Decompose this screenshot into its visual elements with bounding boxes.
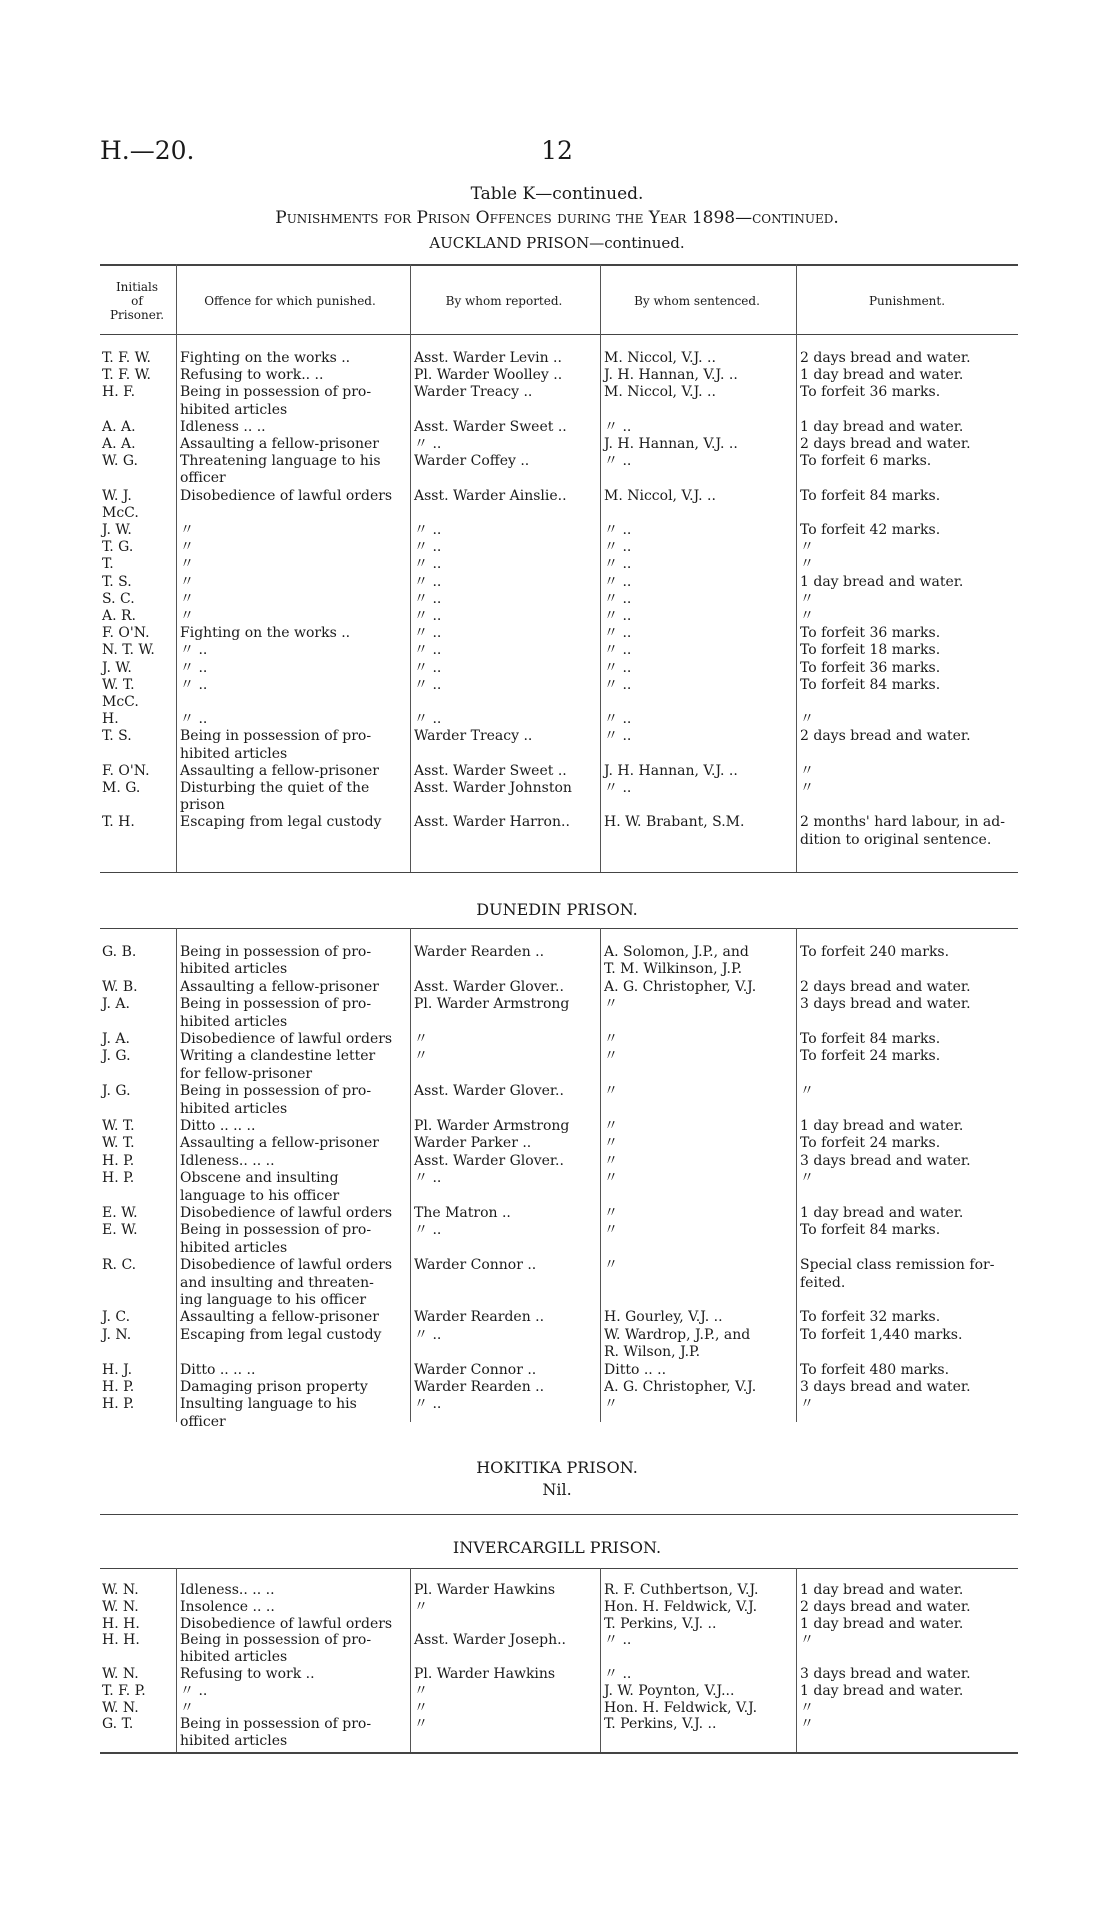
reported-cell: Asst. Warder Sweet ..	[414, 418, 567, 435]
sentenced-cell: 〃	[604, 1152, 618, 1169]
sentenced-cell: M. Niccol, V.J. ..	[604, 384, 716, 401]
header-bottom-rule	[100, 334, 1018, 335]
reported-cell: Warder Treacy ..	[414, 384, 533, 401]
sentenced-cell: J. H. Hannan, V.J. ..	[604, 367, 738, 384]
offence-cell: Being in possession of pro-	[180, 728, 372, 745]
punishment-cell: dition to original sentence.	[800, 831, 992, 848]
offence-cell: 〃 ..	[180, 676, 208, 693]
sentenced-cell: Ditto .. ..	[604, 1361, 667, 1378]
sentenced-cell: 〃 ..	[604, 1666, 632, 1682]
punishment-cell: To forfeit 240 marks.	[800, 944, 950, 960]
punishment-cell: To forfeit 36 marks.	[800, 625, 941, 642]
initials-cell: J. N.	[102, 1326, 132, 1343]
offence-cell: Fighting on the works ..	[180, 625, 351, 642]
initials-cell: T. G.	[102, 539, 134, 556]
offence-cell: Refusing to work.. ..	[180, 367, 324, 384]
initials-cell: W. J.	[102, 487, 132, 504]
initials-cell: W. G.	[102, 453, 138, 470]
col-divider	[176, 928, 177, 1422]
reported-cell: 〃	[414, 1598, 428, 1615]
offence-cell: 〃	[180, 1699, 194, 1716]
punishment-cell: 〃	[800, 539, 814, 556]
punishment-cell: 〃	[800, 590, 814, 607]
punishment-cell: 1 day bread and water.	[800, 367, 964, 384]
col-divider	[600, 928, 601, 1422]
initials-cell: T.	[102, 556, 114, 573]
reported-cell: Pl. Warder Woolley ..	[414, 367, 563, 384]
reported-cell: 〃 ..	[414, 625, 442, 642]
punishment-cell: 3 days bread and water.	[800, 1152, 971, 1169]
offence-cell: hibited articles	[180, 1239, 288, 1256]
offence-cell: for fellow-prisoner	[180, 1065, 313, 1082]
offence-cell: Being in possession of pro-	[180, 384, 372, 401]
offence-cell: Escaping from legal custody	[180, 1326, 382, 1343]
sentenced-cell: 〃	[604, 1031, 618, 1047]
col-divider	[796, 1568, 797, 1752]
auckland-title: AUCKLAND PRISON—continued.	[429, 234, 685, 252]
initials-cell: J. A.	[102, 996, 130, 1013]
page-ref: H.—20.	[100, 136, 195, 165]
offence-cell: Being in possession of pro-	[180, 1222, 372, 1239]
reported-cell: Warder Coffey ..	[414, 453, 530, 470]
offence-cell: hibited articles	[180, 1013, 288, 1030]
offence-cell: Assaulting a fellow-prisoner	[180, 1309, 379, 1326]
punishment-cell: To forfeit 84 marks.	[800, 487, 941, 504]
dunedin-title: DUNEDIN PRISON.	[476, 900, 638, 919]
reported-cell: Warder Parker ..	[414, 1135, 532, 1152]
reported-cell: 〃 ..	[414, 522, 442, 538]
offence-cell: hibited articles	[180, 1733, 288, 1750]
offence-cell: hibited articles	[180, 745, 288, 762]
sentenced-cell: 〃 ..	[604, 590, 632, 607]
initials-cell: H. P.	[102, 1152, 135, 1169]
sentenced-cell: 〃 ..	[604, 418, 632, 435]
sentenced-cell: A. G. Christopher, V.J.	[604, 978, 757, 995]
initials-cell: H. P.	[102, 1170, 135, 1187]
punishment-cell: 1 day bread and water.	[800, 1205, 964, 1221]
offence-cell: Assaulting a fellow-prisoner	[180, 978, 379, 995]
initials-cell: J. G.	[102, 1048, 131, 1065]
offence-cell: Refusing to work ..	[180, 1666, 315, 1682]
initials-cell: A. A.	[102, 436, 136, 452]
reported-cell: 〃	[414, 1031, 428, 1047]
header-top-rule	[100, 264, 1018, 266]
initials-cell: R. C.	[102, 1257, 137, 1274]
initials-cell: E. W.	[102, 1222, 138, 1239]
offence-cell: 〃	[180, 573, 194, 590]
punishment-cell: To forfeit 84 marks.	[800, 676, 941, 693]
sentenced-cell: 〃 ..	[604, 728, 632, 745]
initials-cell: A. R.	[102, 608, 137, 624]
reported-cell: Asst. Warder Ainslie..	[414, 487, 567, 504]
initials-cell: J. C.	[102, 1309, 131, 1326]
offence-cell: hibited articles	[180, 1100, 288, 1117]
punishment-cell: 3 days bread and water.	[800, 996, 971, 1013]
offence-cell: hibited articles	[180, 401, 288, 418]
col-divider	[600, 1568, 601, 1752]
sentenced-cell: H. Gourley, V.J. ..	[604, 1309, 723, 1326]
col-divider	[176, 1568, 177, 1752]
sentenced-cell: 〃 ..	[604, 556, 632, 573]
sentenced-cell: 〃 ..	[604, 711, 632, 728]
offence-cell: Assaulting a fellow-prisoner	[180, 436, 379, 452]
offence-cell: officer	[180, 1413, 226, 1430]
reported-cell: Pl. Warder Hawkins	[414, 1582, 556, 1598]
punishment-cell: 1 day bread and water.	[800, 573, 964, 590]
sentenced-cell: R. F. Cuthbertson, V.J.	[604, 1582, 759, 1598]
offence-cell: Disturbing the quiet of the	[180, 780, 370, 796]
sentenced-cell: 〃 ..	[604, 573, 632, 590]
offence-cell: 〃	[180, 522, 194, 538]
initials-cell: W. N.	[102, 1582, 139, 1598]
initials-cell: J. W.	[102, 522, 132, 538]
sentenced-cell: 〃 ..	[604, 608, 632, 624]
sentenced-cell: T. Perkins, V.J. ..	[604, 1716, 717, 1733]
reported-cell: 〃 ..	[414, 590, 442, 607]
offence-cell: hibited articles	[180, 961, 288, 978]
initials-cell: H. H.	[102, 1615, 140, 1632]
initials-cell: T. S.	[102, 728, 132, 745]
punishment-cell: 1 day bread and water.	[800, 418, 964, 435]
punishment-cell: 2 months' hard labour, in ad-	[800, 814, 1005, 831]
reported-cell: 〃 ..	[414, 1326, 442, 1343]
sentenced-cell: 〃 ..	[604, 676, 632, 693]
sentenced-cell: 〃 ..	[604, 539, 632, 556]
reported-cell: Warder Connor ..	[414, 1361, 537, 1378]
sentenced-cell: Hon. H. Feldwick, V.J.	[604, 1598, 758, 1615]
reported-cell: Warder Rearden ..	[414, 944, 545, 960]
offence-cell: 〃 ..	[180, 711, 208, 728]
col-reported: By whom reported.	[445, 294, 563, 308]
punishment-cell: 1 day bread and water.	[800, 1582, 964, 1598]
sentenced-cell: 〃	[604, 1205, 618, 1221]
col-divider	[796, 264, 797, 872]
sentenced-cell: 〃 ..	[604, 659, 632, 676]
initials-cell: E. W.	[102, 1205, 138, 1221]
punishment-cell: 2 days bread and water.	[800, 978, 971, 995]
initials-cell: H. H.	[102, 1632, 140, 1649]
initials-cell: T. F. W.	[102, 367, 152, 384]
hokitika-nil: Nil.	[542, 1480, 572, 1499]
offence-cell: Being in possession of pro-	[180, 996, 372, 1013]
sentenced-cell: 〃	[604, 1396, 618, 1413]
sentenced-cell: 〃 ..	[604, 642, 632, 659]
offence-cell: Escaping from legal custody	[180, 814, 382, 831]
initials-cell: H. F.	[102, 384, 136, 401]
reported-cell: 〃 ..	[414, 539, 442, 556]
sentenced-cell: H. W. Brabant, S.M.	[604, 814, 745, 831]
reported-cell: 〃 ..	[414, 573, 442, 590]
initials-cell: T. S.	[102, 573, 132, 590]
initials-cell: N. T. W.	[102, 642, 155, 659]
punishment-cell: 〃	[800, 1716, 814, 1733]
invercargill-top-rule	[100, 1568, 1018, 1569]
offence-cell: Insolence .. ..	[180, 1598, 275, 1615]
initials-cell: W. T.	[102, 676, 135, 693]
sentenced-cell: A. Solomon, J.P., and	[604, 944, 749, 960]
sentenced-cell: 〃	[604, 1048, 618, 1065]
reported-cell: 〃 ..	[414, 1170, 442, 1187]
offence-cell: ing language to his officer	[180, 1292, 367, 1308]
punishment-cell: To forfeit 1,440 marks.	[800, 1326, 963, 1343]
col-divider	[410, 264, 411, 872]
punishment-cell: To forfeit 6 marks.	[800, 453, 932, 470]
col-divider	[796, 928, 797, 1422]
reported-cell: Asst. Warder Johnston	[414, 780, 572, 796]
initials-cell: G. T.	[102, 1716, 134, 1733]
reported-cell: 〃	[414, 1048, 428, 1065]
punishment-cell: To forfeit 32 marks.	[800, 1309, 941, 1326]
offence-cell: 〃 ..	[180, 659, 208, 676]
sentenced-cell: M. Niccol, V.J. ..	[604, 350, 716, 366]
reported-cell: 〃 ..	[414, 1396, 442, 1413]
sentenced-cell: 〃 ..	[604, 780, 632, 796]
punishment-cell: 〃	[800, 711, 814, 728]
initials-cell: W. T.	[102, 1135, 135, 1152]
offence-cell: Obscene and insulting	[180, 1170, 339, 1187]
punishment-cell: 〃	[800, 1699, 814, 1716]
reported-cell: 〃 ..	[414, 676, 442, 693]
offence-cell: and insulting and threaten-	[180, 1274, 374, 1291]
punishment-cell: 〃	[800, 1083, 814, 1100]
offence-cell: prison	[180, 797, 225, 814]
initials-cell: J. A.	[102, 1031, 130, 1047]
reported-cell: 〃	[414, 1682, 428, 1699]
initials-cell: F. O'N.	[102, 625, 150, 642]
punishment-cell: 〃	[800, 1396, 814, 1413]
offence-cell: Ditto .. .. ..	[180, 1118, 256, 1134]
punishment-cell: To forfeit 480 marks.	[800, 1361, 950, 1378]
offence-cell: Disobedience of lawful orders	[180, 1257, 393, 1274]
reported-cell: Warder Treacy ..	[414, 728, 533, 745]
offence-cell: Idleness.. .. ..	[180, 1582, 275, 1598]
initials-cell: S. C.	[102, 590, 135, 607]
initials-cell: W. N.	[102, 1598, 139, 1615]
auckland-bottom-rule	[100, 872, 1018, 873]
sentenced-cell: 〃 ..	[604, 453, 632, 470]
offence-cell: Threatening language to his	[180, 453, 381, 470]
offence-cell: 〃	[180, 539, 194, 556]
initials-cell: T. F. W.	[102, 350, 152, 366]
reported-cell: 〃 ..	[414, 436, 442, 452]
col-divider	[600, 264, 601, 872]
initials-cell: W. B.	[102, 978, 138, 995]
initials-cell: M. G.	[102, 780, 141, 796]
punishment-cell: To forfeit 84 marks.	[800, 1031, 941, 1047]
sentenced-cell: 〃 ..	[604, 522, 632, 538]
offence-cell: 〃	[180, 590, 194, 607]
punishment-cell: Special class remission for-	[800, 1257, 995, 1274]
offence-cell: Ditto .. .. ..	[180, 1361, 256, 1378]
table-title: Table K—continued.	[470, 184, 644, 204]
initials-cell: J. G.	[102, 1083, 131, 1100]
punishment-cell: 2 days bread and water.	[800, 1598, 971, 1615]
reported-cell: Pl. Warder Armstrong	[414, 996, 570, 1013]
punishment-cell: 〃	[800, 608, 814, 624]
sentenced-cell: J. H. Hannan, V.J. ..	[604, 436, 738, 452]
offence-cell: Damaging prison property	[180, 1379, 368, 1395]
punishment-cell: To forfeit 42 marks.	[800, 522, 941, 538]
offence-cell: Idleness.. .. ..	[180, 1152, 275, 1169]
col-initials: Initials of Prisoner.	[109, 280, 165, 322]
page-number: 12	[541, 136, 573, 165]
sentenced-cell: M. Niccol, V.J. ..	[604, 487, 716, 504]
punishment-cell: 〃	[800, 1170, 814, 1187]
reported-cell: Warder Rearden ..	[414, 1379, 545, 1395]
offence-cell: Insulting language to his	[180, 1396, 357, 1413]
sentenced-cell: 〃 ..	[604, 625, 632, 642]
col-punishment: Punishment.	[868, 294, 946, 308]
punishment-cell: 1 day bread and water.	[800, 1682, 964, 1699]
reported-cell: Pl. Warder Hawkins	[414, 1666, 556, 1682]
reported-cell: The Matron ..	[414, 1205, 511, 1221]
sentenced-cell: Hon. H. Feldwick, V.J.	[604, 1699, 758, 1716]
sentenced-cell: 〃	[604, 1222, 618, 1239]
sentenced-cell: 〃	[604, 1257, 618, 1274]
offence-cell: Idleness .. ..	[180, 418, 266, 435]
table-subtitle: Punishments for Prison Offences during the Year 1898—continued.	[275, 208, 839, 228]
reported-cell: 〃 ..	[414, 1222, 442, 1239]
punishment-cell: 〃	[800, 762, 814, 779]
sentenced-cell: 〃	[604, 996, 618, 1013]
punishment-cell: 〃	[800, 1632, 814, 1649]
reported-cell: Asst. Warder Sweet ..	[414, 762, 567, 779]
sentenced-cell: A. G. Christopher, V.J.	[604, 1379, 757, 1395]
col-divider	[176, 264, 177, 872]
punishment-cell: 〃	[800, 556, 814, 573]
sentenced-cell: J. W. Poynton, V.J...	[604, 1682, 735, 1699]
punishment-cell: To forfeit 18 marks.	[800, 642, 941, 659]
initials-cell: H. P.	[102, 1396, 135, 1413]
reported-cell: 〃	[414, 1716, 428, 1733]
sentenced-cell: 〃	[604, 1135, 618, 1152]
initials-cell: McC.	[102, 694, 139, 710]
punishment-cell: 1 day bread and water.	[800, 1615, 964, 1632]
initials-cell: G. B.	[102, 944, 137, 960]
initials-cell: McC.	[102, 504, 139, 521]
offence-cell: Disobedience of lawful orders	[180, 1031, 393, 1047]
punishment-cell: To forfeit 24 marks.	[800, 1048, 941, 1065]
punishment-cell: 〃	[800, 780, 814, 796]
punishment-cell: 3 days bread and water.	[800, 1379, 971, 1395]
initials-cell: F. O'N.	[102, 762, 150, 779]
col-divider	[410, 1568, 411, 1752]
offence-cell: Being in possession of pro-	[180, 1632, 372, 1649]
punishment-cell: To forfeit 36 marks.	[800, 659, 941, 676]
sentenced-cell: R. Wilson, J.P.	[604, 1344, 701, 1361]
reported-cell: Asst. Warder Glover..	[414, 1083, 564, 1100]
punishment-cell: 2 days bread and water.	[800, 728, 971, 745]
initials-cell: H.	[102, 711, 119, 728]
punishment-cell: feited.	[800, 1274, 846, 1291]
initials-cell: T. H.	[102, 814, 135, 831]
initials-cell: A. A.	[102, 418, 136, 435]
offence-cell: 〃	[180, 608, 194, 624]
offence-cell: Being in possession of pro-	[180, 944, 372, 960]
reported-cell: Asst. Warder Glover..	[414, 1152, 564, 1169]
reported-cell: 〃 ..	[414, 556, 442, 573]
offence-cell: 〃 ..	[180, 642, 208, 659]
offence-cell: Disobedience of lawful orders	[180, 1205, 393, 1221]
offence-cell: Disobedience of lawful orders	[180, 1615, 393, 1632]
initials-cell: W. N.	[102, 1699, 139, 1716]
reported-cell: Warder Connor ..	[414, 1257, 537, 1274]
reported-cell: Warder Rearden ..	[414, 1309, 545, 1326]
offence-cell: Assaulting a fellow-prisoner	[180, 1135, 379, 1152]
punishment-cell: 2 days bread and water.	[800, 350, 971, 366]
reported-cell: Asst. Warder Levin ..	[414, 350, 562, 366]
sentenced-cell: J. H. Hannan, V.J. ..	[604, 762, 738, 779]
sentenced-cell: 〃 ..	[604, 1632, 632, 1649]
reported-cell: Asst. Warder Glover..	[414, 978, 564, 995]
reported-cell: 〃 ..	[414, 608, 442, 624]
reported-cell: 〃 ..	[414, 711, 442, 728]
sentenced-cell: 〃	[604, 1118, 618, 1134]
offence-cell: Disobedience of lawful orders	[180, 487, 393, 504]
punishment-cell: To forfeit 24 marks.	[800, 1135, 941, 1152]
reported-cell: 〃 ..	[414, 642, 442, 659]
invercargill-title: INVERCARGILL PRISON.	[452, 1538, 662, 1557]
reported-cell: Asst. Warder Joseph..	[414, 1632, 566, 1649]
offence-cell: Being in possession of pro-	[180, 1083, 372, 1100]
hokitika-title: HOKITIKA PRISON.	[476, 1458, 638, 1477]
initials-cell: T. F. P.	[102, 1682, 146, 1699]
dunedin-top-rule	[100, 928, 1018, 929]
sentenced-cell: 〃	[604, 1170, 618, 1187]
offence-cell: Being in possession of pro-	[180, 1716, 372, 1733]
initials-cell: W. T.	[102, 1118, 135, 1134]
offence-cell: 〃 ..	[180, 1682, 208, 1699]
initials-cell: J. W.	[102, 659, 132, 676]
punishment-cell: 2 days bread and water.	[800, 436, 971, 452]
offence-cell: language to his officer	[180, 1187, 340, 1204]
initials-cell: W. N.	[102, 1666, 139, 1682]
reported-cell: 〃	[414, 1699, 428, 1716]
sentenced-cell: T. M. Wilkinson, J.P.	[604, 961, 743, 978]
reported-cell: Asst. Warder Harron..	[414, 814, 570, 831]
col-sentenced: By whom sentenced.	[634, 294, 760, 308]
offence-cell: hibited articles	[180, 1649, 288, 1666]
sentenced-cell: 〃	[604, 1083, 618, 1100]
reported-cell: 〃 ..	[414, 659, 442, 676]
col-offence: Offence for which punished.	[204, 294, 376, 308]
invercargill-bottom-rule	[100, 1752, 1018, 1754]
initials-cell: H. P.	[102, 1379, 135, 1395]
sentenced-cell: T. Perkins, V.J. ..	[604, 1615, 717, 1632]
initials-cell: H. J.	[102, 1361, 133, 1378]
punishment-cell: 1 day bread and water.	[800, 1118, 964, 1134]
offence-cell: officer	[180, 470, 226, 487]
offence-cell: 〃	[180, 556, 194, 573]
hokitika-bottom-rule	[100, 1514, 1018, 1515]
punishment-cell: To forfeit 36 marks.	[800, 384, 941, 401]
punishment-cell: To forfeit 84 marks.	[800, 1222, 941, 1239]
sentenced-cell: W. Wardrop, J.P., and	[604, 1326, 751, 1343]
punishment-cell: 3 days bread and water.	[800, 1666, 971, 1682]
reported-cell: Pl. Warder Armstrong	[414, 1118, 570, 1134]
col-divider	[410, 928, 411, 1422]
offence-cell: Assaulting a fellow-prisoner	[180, 762, 379, 779]
offence-cell: Fighting on the works ..	[180, 350, 351, 366]
offence-cell: Writing a clandestine letter	[180, 1048, 376, 1065]
